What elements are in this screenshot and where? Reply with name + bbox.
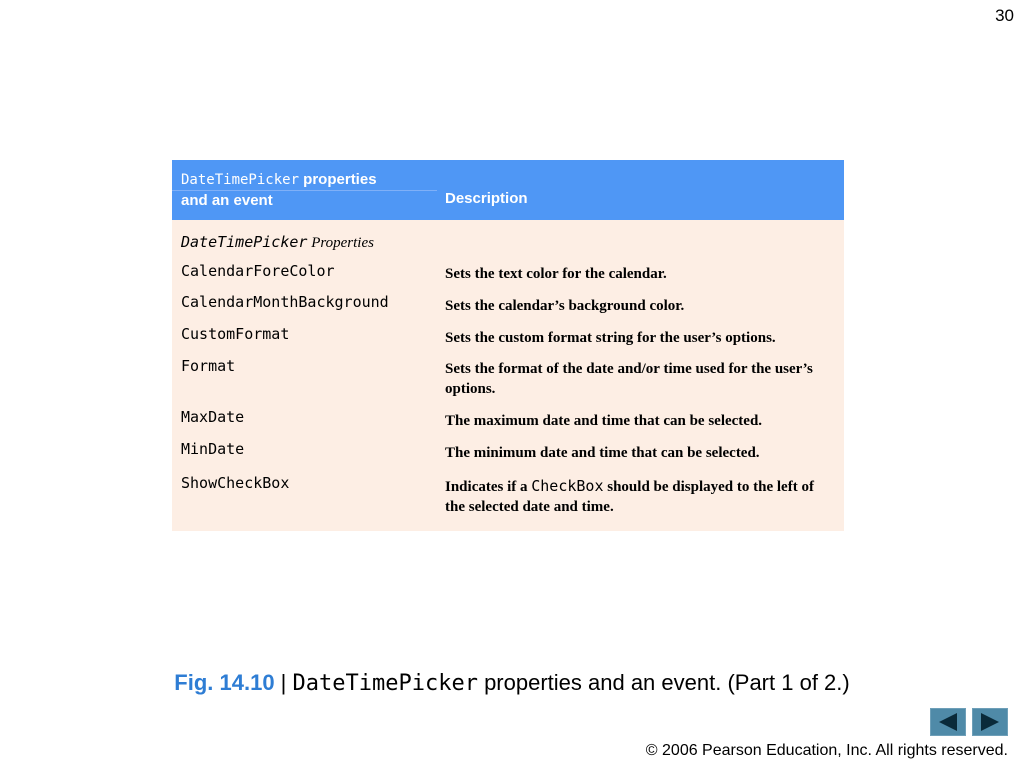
description-mono: CheckBox: [531, 477, 604, 495]
header-separator: [172, 190, 437, 191]
page-number: 30: [995, 6, 1014, 25]
table-row-property: CalendarForeColor: [181, 262, 335, 280]
header-col1-line2: and an event: [181, 192, 273, 209]
table-row-property: ShowCheckBox: [181, 474, 290, 492]
table-row-description: The maximum date and time that can be selected.: [445, 413, 763, 429]
header-col1-mono: DateTimePicker: [181, 172, 300, 188]
table-row-property: Format: [181, 357, 236, 375]
table-row-description: [445, 476, 835, 517]
table-row-description: The minimum date and time that can be selected.: [445, 445, 760, 461]
header-col2: Description: [445, 190, 528, 207]
caption-mono: DateTimePicker: [292, 671, 478, 696]
caption-separator: |: [274, 670, 293, 695]
table-header: [172, 160, 844, 220]
copyright-footer: © 2006 Pearson Education, Inc. All rights reserved.: [645, 742, 1008, 759]
table-row-property: MaxDate: [181, 408, 245, 426]
table-row-property: CalendarMonthBackground: [181, 293, 389, 311]
table-row-description: Sets the custom format string for the user’s options.: [445, 330, 776, 346]
header-col1-line1: [181, 171, 377, 188]
description-post: should be displayed to the left of the selected date and time.: [445, 479, 814, 515]
group-label-rest: Properties: [307, 235, 374, 251]
figure-caption: [0, 670, 1024, 696]
table-row-property: MinDate: [181, 440, 245, 458]
table-row-property: CustomFormat: [181, 325, 290, 343]
group-label-mono: DateTimePicker: [181, 233, 308, 251]
table-row-description: Sets the calendar’s background color.: [445, 298, 685, 314]
triangle-left-icon: [931, 709, 965, 735]
header-col1-rest: properties: [299, 171, 377, 188]
properties-table: [172, 160, 844, 531]
table-row-description: Sets the text color for the calendar.: [445, 266, 667, 282]
table-row-description: Sets the format of the date and/or time used for the user’s options.: [445, 361, 813, 397]
group-label: [181, 233, 374, 252]
triangle-right-icon: [973, 709, 1007, 735]
caption-rest: properties and an event. (Part 1 of 2.): [477, 670, 850, 695]
description-pre: Indicates if a: [445, 479, 532, 495]
figure-label: Fig. 14.10: [174, 670, 275, 695]
next-slide-button[interactable]: [972, 708, 1008, 736]
previous-slide-button[interactable]: [930, 708, 966, 736]
